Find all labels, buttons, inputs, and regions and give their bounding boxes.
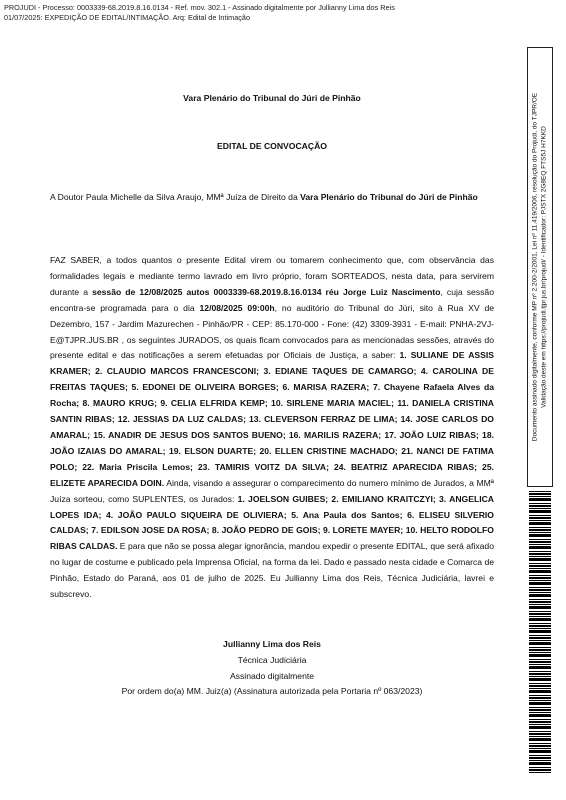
- signer-name: Jullianny Lima dos Reis: [223, 639, 321, 649]
- session-info: sessão de 12/08/2025 autos 0003339-68.2019.8.16.0134 réu Jorge Luiz Nascimento: [92, 286, 441, 297]
- intro-court: Vara Plenário do Tribunal do Júri de Pinhão: [300, 192, 478, 202]
- body-paragraph: [50, 253, 494, 603]
- body-text-5: E para que não se possa alegar ignorância, mandou expedir o presente EDITAL, que será afixado no lugar de costume e publicado pela Imprensa Oficial, na forma da lei. Dado e passado nesta cidade e Comarca de Pinhão, Estado do Paraná, aos 01 de julho de 2025. Eu Jullianny Lima dos Reis, Técnica Judiciária, lavrei e subscrevo.: [50, 541, 494, 600]
- validation-line-2: Validação deste em https://projudi.tjpr.jus.br/projudi/ - Identificador: PJSTX 2G8EQ FTS5J H7KKD: [540, 126, 547, 408]
- court-name: Vara Plenário do Tribunal do Júri de Pinhão: [183, 93, 361, 103]
- validation-text: [532, 52, 549, 482]
- validation-line-1: Documento assinado digitalmente, conforme MP nº 2.200-2/2001, Lei nº 11.419/2006, resolução do Projudi, do TJPR/OE: [531, 92, 539, 442]
- jurors-list: 1. SULIANE DE ASSIS KRAMER; 2. CLAUDIO MARCOS FRANCESCONI; 3. EDIANE TAQUES DE CAMARGO; 4. CAROLINA DE FREITAS TAQUES; 5. EDONEI DE OLIVEIRA BORGES; 6. MARISA RAZERA; 7. Chayene Rafaela Alves da Rocha; 8. MAURO KRUG; 9. CELIA ELFRIDA KEMP; 10. SIRLENE MARIA MACIEL; 11. DANIELA CRISTINA SANTIN RIBAS; 12. JESSIAS DA LUZ CALDAS; 13. CLEVERSON FERRAZ DE LIMA; 14. JOSE CARLOS DO AMARAL; 15. ANADIR DE JESUS DOS SANTOS BUENO; 16. MARILIS RAZERA; 17. JOÃO LUIZ RIBAS; 18. JOÃO IZAIAS DO AMARAL; 19. ELSON DUARTE; 20. ELLEN CRISTINE MACHADO; 21. NANCI DE FATIMA POLO; 22. Maria Priscila Lemos; 23. TAMIRIS VOITZ DA SILVA; 24. BEATRIZ APARECIDA RIBAS; 25. ELIZETE APARECIDA DOIN.: [50, 350, 494, 488]
- alternates-list: 1. JOELSON GUIBES; 2. EMILIANO KRAITCZYI; 3. ANGELICA LOPES IDA; 4. JOÃO PAULO SIQUEIRA DE OLIVIERA; 5. Ana Paula dos Santos; 6. ELISEU SILVERIO CALDAS; 7. EDILSON JOSE DA ROSA; 8. JOÃO PEDRO DE GOIS; 9. LORETE MAYER; 10. HELTO RODOLFO RIBAS CALDAS.: [50, 493, 494, 552]
- intro-text: A Doutor Paula Michelle da Silva Araujo, MMª Juíza de Direito da: [50, 192, 301, 202]
- intro-paragraph: [50, 189, 494, 205]
- body-text-3: , no auditório do Tribunal do Júri, sito à Rua XV de Dezembro, 157 - Jardim Mazurechen - Pinhão/PR - CEP: 85.170-000 - Fone: (42) 3309-3931 - E-mail: PNHA-2VJ-E@TJPR.JUS.BR , os seguintes JURADOS, os quais ficam convocados para as mencionadas sessões, através do presente edital e das notificações a serem efetuadas por Oficiais de Justiça, a saber:: [50, 302, 495, 361]
- document-header: [4, 3, 524, 23]
- signature-block: [50, 637, 494, 700]
- session-date: 12/08/2025 09:00h: [199, 302, 275, 313]
- body-text-2: , cuja sessão encontra-se programada para o dia: [50, 286, 494, 313]
- header-line-dispatch: 01/07/2025: EXPEDIÇÃO DE EDITAL/INTIMAÇÃO. Arq: Edital de Intimação: [4, 13, 251, 22]
- body-text-4: Ainda, visando a assegurar o comparecimento do numero mínimo de Jurados, a MMª Juíza sorteou, como SUPLENTES, os Jurados:: [50, 477, 494, 504]
- authorization-note: Por ordem do(a) MM. Juiz(a) (Assinatura autorizada pela Portaria nº 063/2023): [121, 686, 423, 697]
- body-text-1: FAZ SABER, a todos quantos o presente Edital virem ou tomarem conhecimento que, com observância das formalidades legais e mediante termo lavrado em livro próprio, foram SORTEADOS, nesta data, para servirem durante a: [50, 255, 494, 297]
- barcode-icon: [529, 491, 551, 773]
- signed-digitally: Assinado digitalmente: [229, 670, 315, 681]
- document-title: EDITAL DE CONVOCAÇÃO: [217, 141, 327, 151]
- validation-sidebar: [527, 47, 553, 487]
- header-line-process: PROJUDI - Processo: 0003339-68.2019.8.16.0134 - Ref. mov. 302.1 - Assinado digitalmente por Jullianny Lima dos Reis: [4, 3, 395, 12]
- signer-role: Técnica Judiciária: [237, 654, 307, 665]
